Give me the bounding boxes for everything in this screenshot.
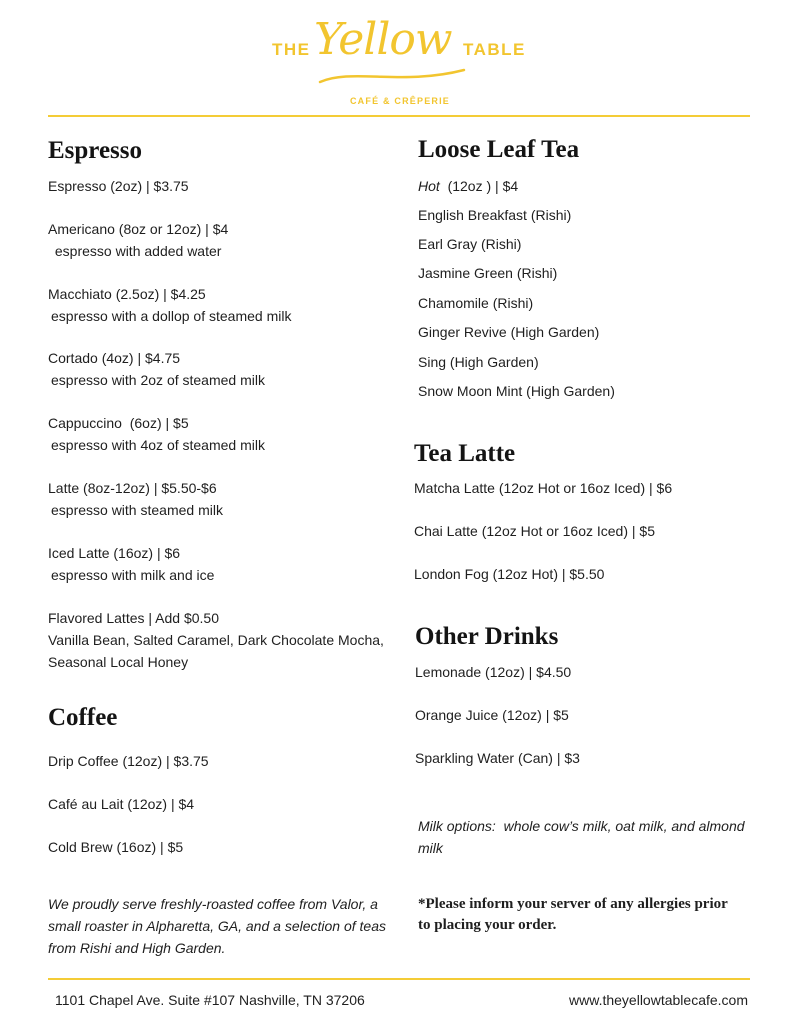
tea-latte-item: Matcha Latte (12oz Hot or 16oz Iced) | $6 — [414, 480, 673, 496]
sourcing-note-line: small roaster in Alpharetta, GA, and a selection of teas — [48, 918, 386, 934]
espresso-heading: Espresso — [48, 137, 143, 164]
menu-item — [48, 175, 189, 197]
item-name: Cortado (4oz) | $4.75 — [48, 350, 181, 366]
other-drinks-heading: Other Drinks — [415, 623, 559, 650]
item-name: Espresso (2oz) | $3.75 — [48, 178, 189, 194]
loose-leaf-tea-heading: Loose Leaf Tea — [418, 136, 580, 163]
item-description: espresso with added water — [51, 243, 222, 259]
logo-word-the: THE — [272, 40, 311, 59]
tea-latte-item: Chai Latte (12oz Hot or 16oz Iced) | $5 — [414, 523, 655, 539]
flavored-lattes — [48, 607, 384, 673]
menu-item — [48, 477, 223, 521]
sourcing-note — [48, 893, 386, 959]
menu-item: Drip Coffee (12oz) | $3.75 — [48, 753, 209, 769]
item-description: espresso with a dollop of steamed milk — [51, 308, 292, 324]
milk-options-note — [418, 815, 745, 859]
flavored-options: Vanilla Bean, Salted Caramel, Dark Chocolate Mocha, — [48, 632, 384, 648]
tea-item: Jasmine Green (Rishi) — [418, 265, 558, 281]
menu-item: Cold Brew (16oz) | $5 — [48, 839, 184, 855]
sourcing-note-line: from Rishi and High Garden. — [48, 940, 226, 956]
milk-options-line: Milk options: whole cow’s milk, oat milk, and almond — [418, 818, 745, 834]
flavored-options-cont: Seasonal Local Honey — [48, 654, 189, 670]
bottom-divider — [48, 978, 750, 980]
tea-item: Earl Gray (Rishi) — [418, 236, 522, 252]
item-description: espresso with milk and ice — [51, 567, 215, 583]
tea-latte-heading: Tea Latte — [414, 440, 516, 467]
coffee-heading: Coffee — [48, 704, 118, 731]
menu-item — [48, 412, 265, 456]
sourcing-note-line: We proudly serve freshly-roasted coffee from Valor, a — [48, 896, 378, 912]
item-name: Macchiato (2.5oz) | $4.25 — [48, 286, 206, 302]
item-name: Americano (8oz or 12oz) | $4 — [48, 221, 229, 237]
allergy-notice — [418, 894, 728, 936]
other-drink-item: Sparkling Water (Can) | $3 — [415, 750, 580, 766]
menu-item: Café au Lait (12oz) | $4 — [48, 796, 195, 812]
footer-website[interactable]: www.theyellowtablecafe.com — [569, 992, 748, 1008]
tea-item: Ginger Revive (High Garden) — [418, 324, 600, 340]
logo-word-table: TABLE — [463, 40, 526, 59]
footer-address: 1101 Chapel Ave. Suite #107 Nashville, TN 37206 — [55, 992, 365, 1008]
top-divider — [48, 115, 750, 117]
menu-item — [48, 347, 265, 391]
allergy-notice-line: to placing your order. — [418, 917, 557, 933]
hot-size-price: (12oz ) | $4 — [439, 178, 519, 194]
item-name: Cappuccino (6oz) | $5 — [48, 415, 189, 431]
menu-item — [48, 218, 228, 262]
allergy-notice-line: *Please inform your server of any allergies prior — [418, 896, 728, 912]
logo-script-yellow: Yellow — [314, 14, 452, 65]
item-description: espresso with steamed milk — [51, 502, 223, 518]
tea-hot-price — [418, 175, 518, 197]
menu-item — [48, 542, 214, 586]
item-name: Iced Latte (16oz) | $6 — [48, 545, 181, 561]
hot-label: Hot — [418, 178, 440, 194]
tea-latte-item: London Fog (12oz Hot) | $5.50 — [414, 566, 605, 582]
tea-item: Chamomile (Rishi) — [418, 295, 534, 311]
item-description: espresso with 2oz of steamed milk — [51, 372, 265, 388]
tea-item: Snow Moon Mint (High Garden) — [418, 383, 615, 399]
flavored-title: Flavored Lattes | Add $0.50 — [48, 610, 219, 626]
milk-options-line: milk — [418, 840, 443, 856]
logo — [0, 8, 800, 108]
tea-item: Sing (High Garden) — [418, 354, 539, 370]
other-drink-item: Lemonade (12oz) | $4.50 — [415, 664, 572, 680]
menu-item — [48, 283, 291, 327]
logo-subtitle: CAFÉ & CRÊPERIE — [349, 96, 450, 106]
item-description: espresso with 4oz of steamed milk — [51, 437, 265, 453]
item-name: Latte (8oz-12oz) | $5.50-$6 — [48, 480, 217, 496]
other-drink-item: Orange Juice (12oz) | $5 — [415, 707, 569, 723]
tea-item: English Breakfast (Rishi) — [418, 207, 572, 223]
